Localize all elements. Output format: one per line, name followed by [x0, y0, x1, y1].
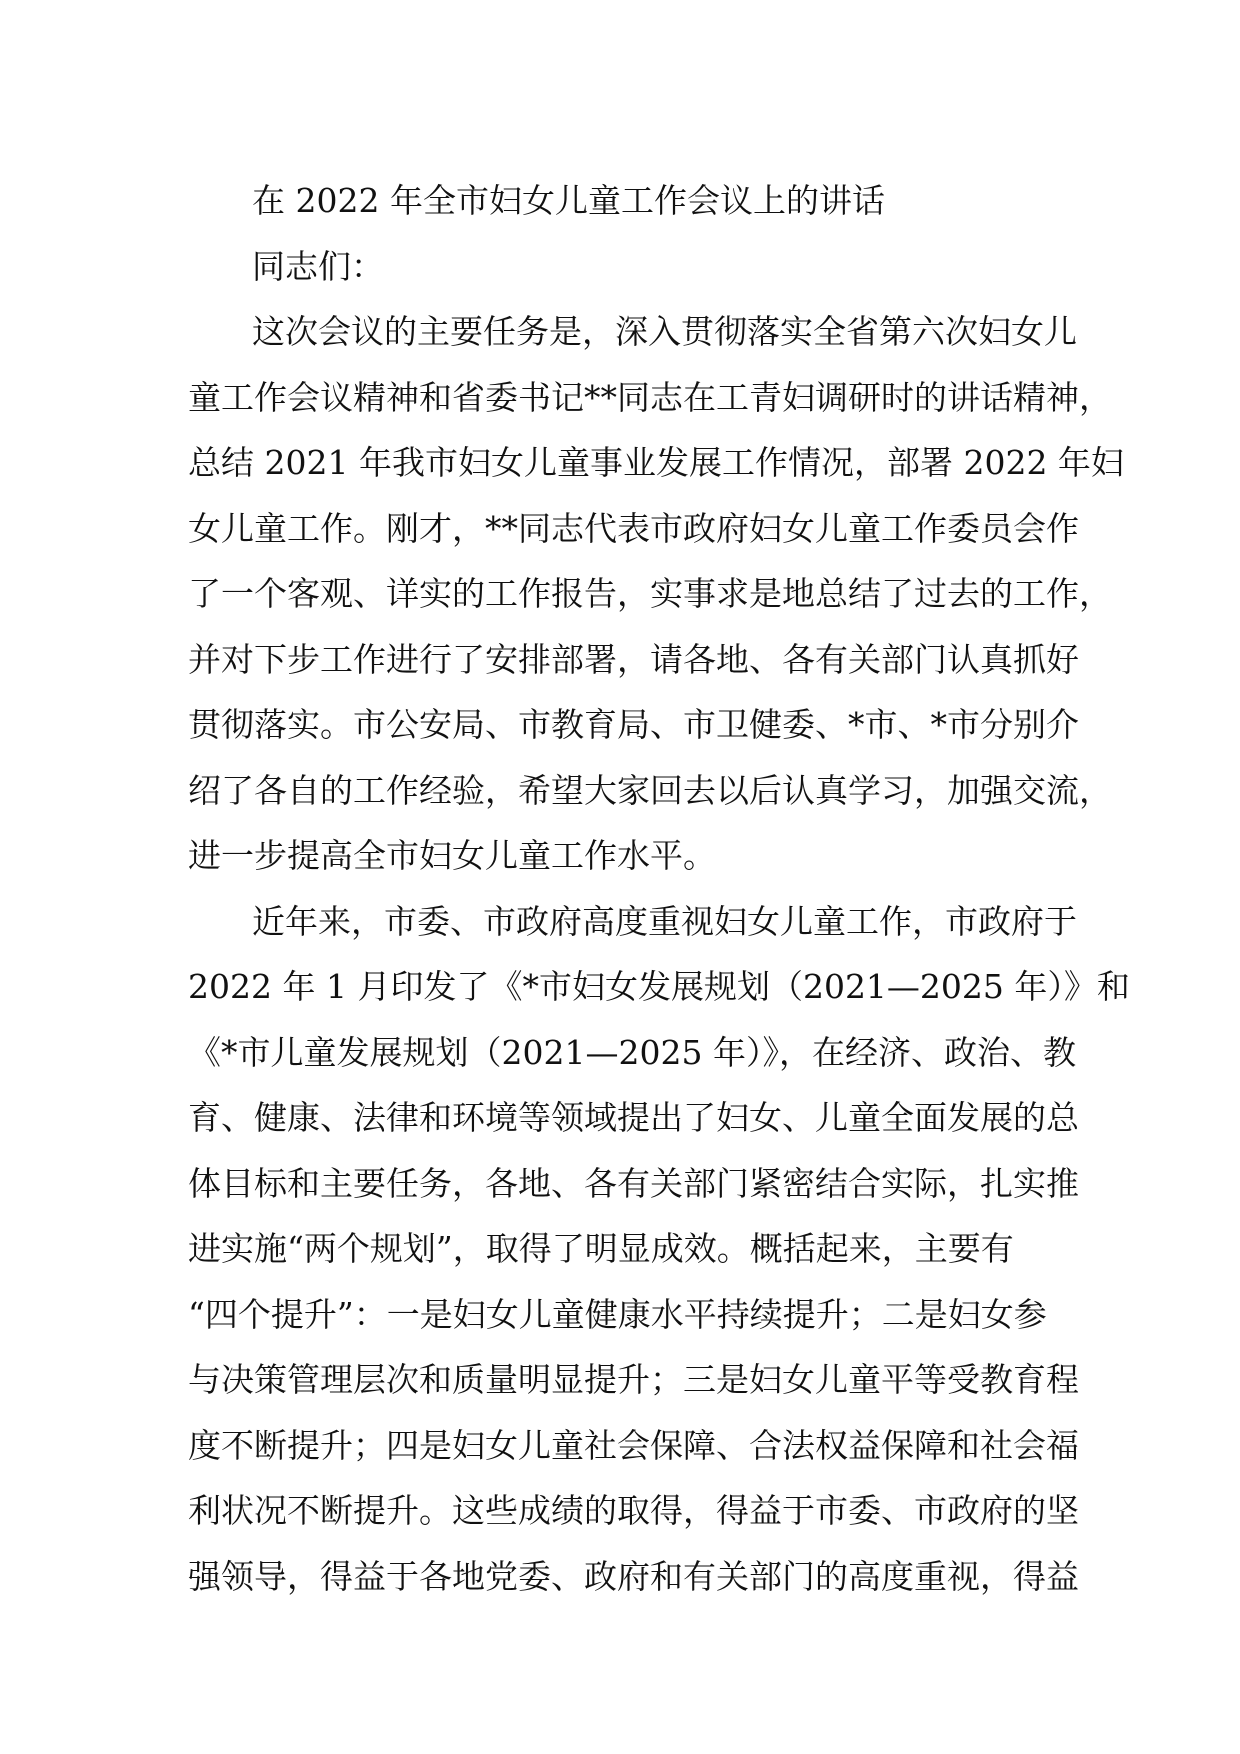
document-body — [188, 168, 1130, 1609]
paragraph-line: “四个提升”：一是妇女儿童健康水平持续提升；二是妇女参 — [188, 1294, 1047, 1334]
paragraph-line: 这次会议的主要任务是，深入贯彻落实全省第六次妇女儿 — [252, 312, 1077, 351]
paragraph-line: 利状况不断提升。这些成绩的取得，得益于市委、市政府的坚 — [188, 1491, 1079, 1530]
paragraph-line: 进一步提高全市妇女儿童工作水平。 — [188, 836, 716, 875]
paragraph-line: 绍了各自的工作经验，希望大家回去以后认真学习，加强交流， — [188, 770, 1112, 810]
paragraph-line: 近年来，市委、市政府高度重视妇女儿童工作，市政府于 — [252, 901, 1077, 941]
paragraph-line: 体目标和主要任务，各地、各有关部门紧密结合实际，扎实推 — [188, 1163, 1079, 1203]
paragraph-line: 进实施“两个规划”，取得了明显成效。概括起来，主要有 — [188, 1229, 1014, 1268]
paragraph-line: 女儿童工作。刚才，**同志代表市政府妇女儿童工作委员会作 — [188, 508, 1079, 548]
paragraph-achievements — [188, 889, 1130, 1610]
paragraph-line: 童工作会议精神和省委书记**同志在工青妇调研时的讲话精神， — [188, 377, 1112, 417]
paragraph-line: 与决策管理层次和质量明显提升；三是妇女儿童平等受教育程 — [188, 1360, 1079, 1399]
paragraph-line: 育、健康、法律和环境等领域提出了妇女、儿童全面发展的总 — [188, 1098, 1079, 1137]
salutation: 同志们： — [252, 246, 384, 286]
paragraph-line: 了一个客观、详实的工作报告，实事求是地总结了过去的工作， — [188, 574, 1112, 613]
paragraph-intro — [188, 299, 1124, 889]
paragraph-line: 2022 年 1 月印发了《*市妇女发展规划（2021—2025 年）》和 — [188, 967, 1130, 1006]
paragraph-line: 度不断提升；四是妇女儿童社会保障、合法权益保障和社会福 — [188, 1425, 1079, 1465]
paragraph-line: 总结 2021 年我市妇女儿童事业发展工作情况，部署 2022 年妇 — [188, 443, 1124, 482]
paragraph-line: 强领导，得益于各地党委、政府和有关部门的高度重视，得益 — [188, 1556, 1079, 1596]
paragraph-line: 《*市儿童发展规划（2021—2025 年）》，在经济、政治、教 — [188, 1032, 1076, 1072]
speech-title: 在 2022 年全市妇女儿童工作会议上的讲话 — [252, 181, 885, 220]
paragraph-line: 贯彻落实。市公安局、市教育局、市卫健委、*市、*市分别介 — [188, 705, 1079, 744]
paragraph-line: 并对下步工作进行了安排部署，请各地、各有关部门认真抓好 — [188, 639, 1079, 679]
